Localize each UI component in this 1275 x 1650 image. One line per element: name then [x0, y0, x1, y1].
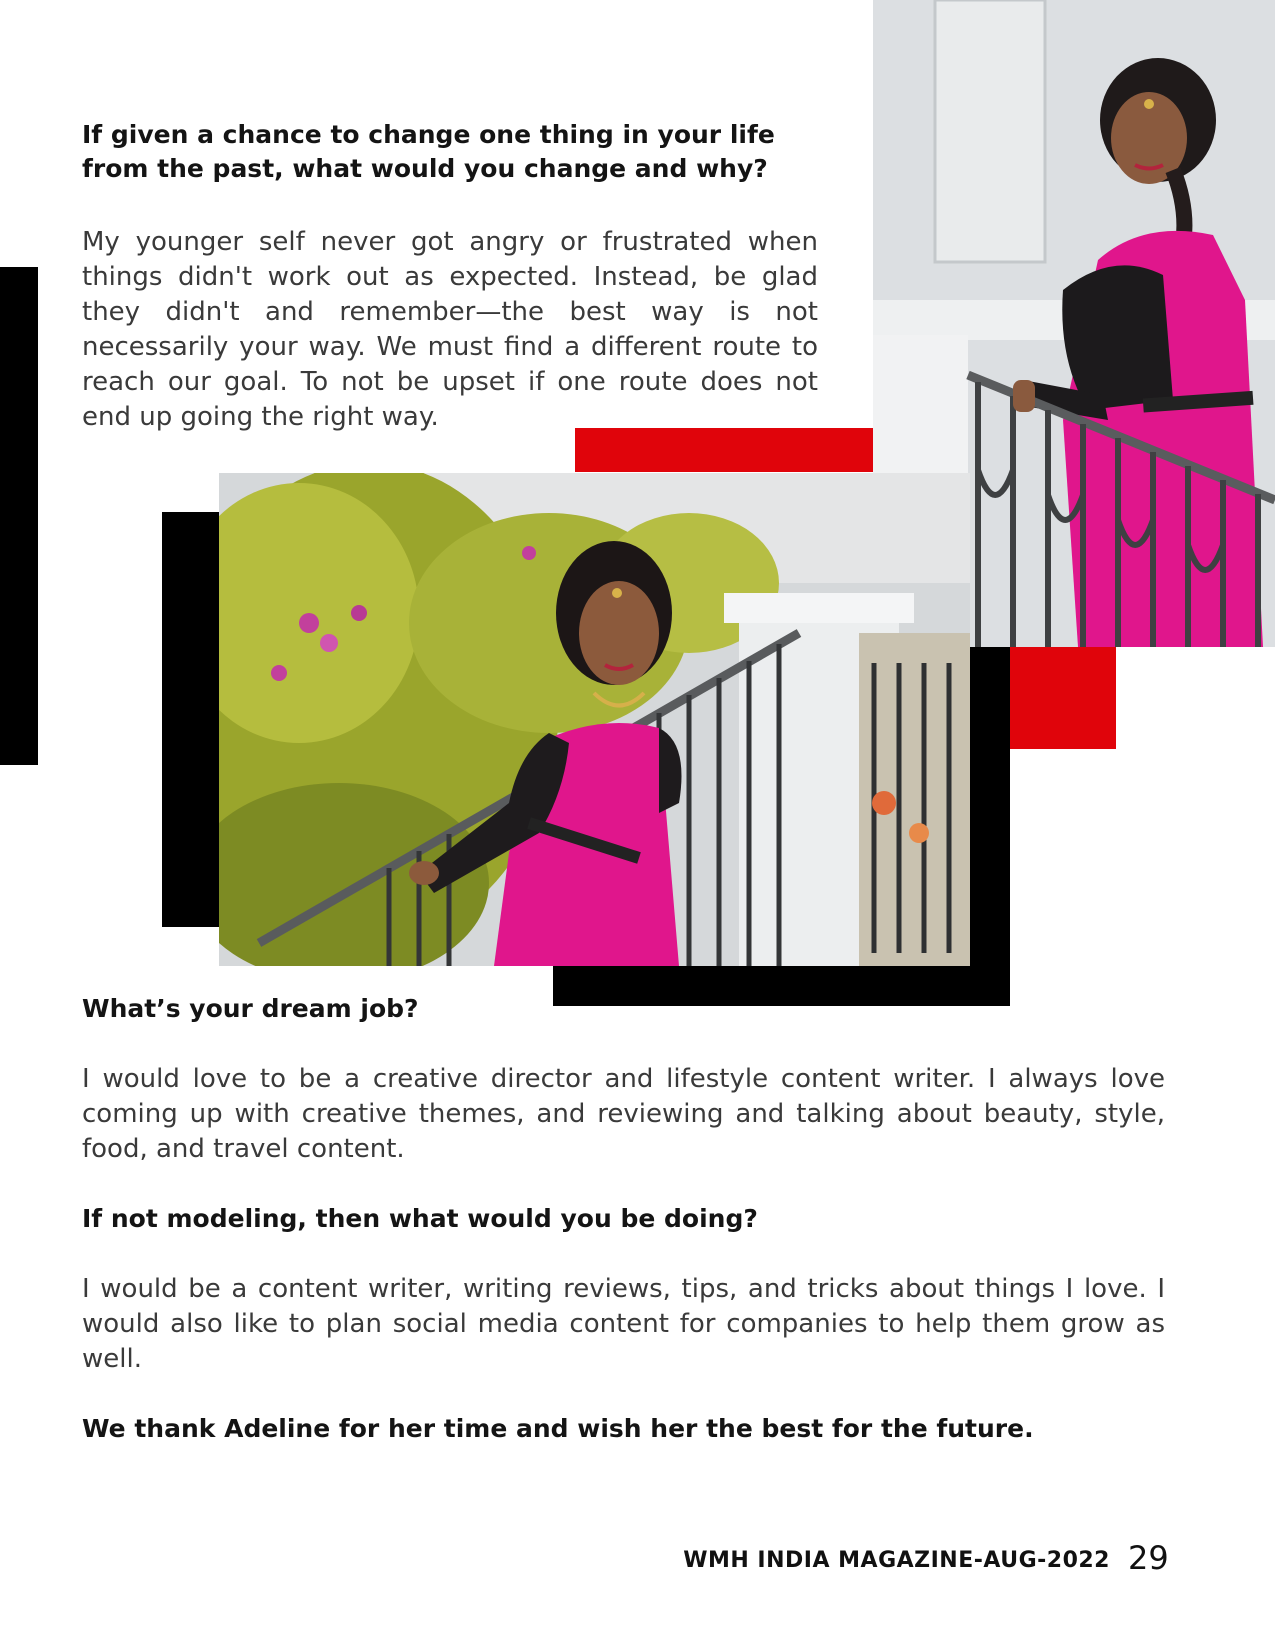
closing-statement: We thank Adeline for her time and wish her the best for the future.: [82, 1414, 1034, 1443]
answer-2: I would love to be a creative director and lifestyle content writer. I always love coming up with creative themes, and reviewing and talking about beauty, style, food, and travel content.: [82, 1064, 1165, 1164]
page-number: 29: [1128, 1539, 1169, 1577]
red-accent-block-right: [1010, 646, 1116, 749]
black-accent-block-left: [162, 512, 222, 927]
answer-3: I would be a content writer, writing reviews, tips, and tricks about things I love. I would also like to plan social media content for companies to help them grow as well.: [82, 1274, 1165, 1374]
footer-magazine-title: WMH INDIA MAGAZINE-AUG-2022: [683, 1548, 1110, 1573]
answer-1: My younger self never got angry or frustrated when things didn't work out as expected. Instead, be glad they didn't and remember—the best way is not necessarily your way. We must find a different route to reach our goal. To not be upset if one route does not end up going the right way.: [82, 227, 818, 432]
black-accent-block-right: [965, 646, 1010, 1006]
left-edge-black-bar: [0, 267, 38, 765]
question-1: If given a chance to change one thing in your life from the past, what would you change and why?: [82, 120, 775, 183]
black-accent-block-bottom: [553, 966, 1010, 1006]
garden-photo-illustration: [219, 473, 970, 966]
question-2: What’s your dream job?: [82, 994, 419, 1023]
question-3: If not modeling, then what would you be doing?: [82, 1204, 758, 1233]
photo-garden-portrait: [219, 473, 970, 966]
